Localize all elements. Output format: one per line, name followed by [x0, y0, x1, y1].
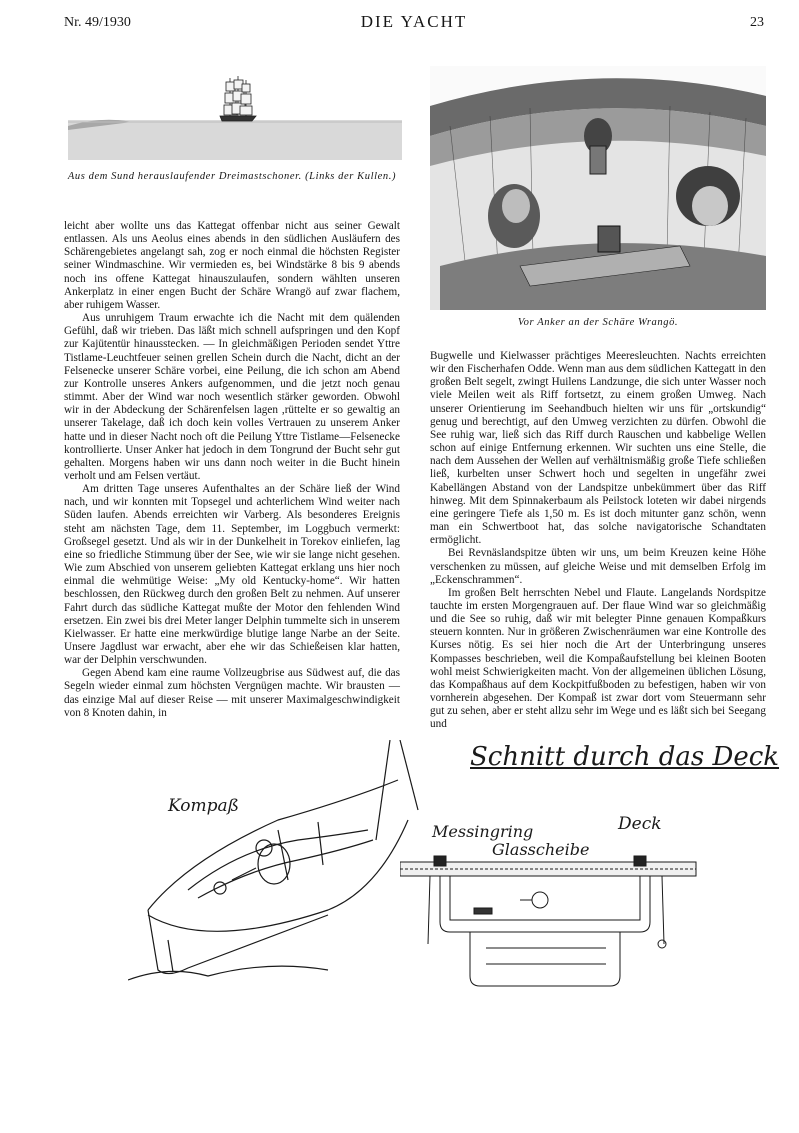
- label-deck: Deck: [618, 814, 662, 834]
- paragraph: leicht aber wollte uns das Kattegat offenbar nicht aus seiner Gewalt entlassen. Als uns Aeolus eines abends in den südlichen Ausläufern des Schärengebietes angelangt sah, zog er noch einmal die höchsten Register seiner Windmaschine. Wir vermieden es, bei Windstärke 8 bis 9 abends noch ins offene Kattegat hinauszulaufen, sondern wählten unseren Ankerplatz in einer engen Bucht der Schäre Wrangö auf zwar flachem, aber ruhigem Wasser.: [64, 220, 400, 311]
- page-number: 23: [750, 15, 764, 30]
- issue-number: Nr. 49/1930: [64, 15, 131, 30]
- journal-title: DIE YACHT: [360, 12, 468, 31]
- left-text-column: [64, 220, 400, 720]
- paragraph: Gegen Abend kam eine raume Vollzeugbrise aus Südwest auf, die das Segeln wieder einmal zum höchsten Vergnügen machte. Wir brausten — das einzige Mal auf dieser Reise — mit unserer Maximalgeschwindigkeit von 8 Knoten dahin, in: [64, 667, 400, 719]
- label-messingring: Messingring: [432, 822, 534, 841]
- paragraph: Bei Revnäslandspitze übten wir uns, um beim Kreuzen keine Höhe verschenken zu müssen, auf gleiche Weise und mit demselben Erfolg im „Eckenschrammen“.: [430, 547, 766, 586]
- label-glasscheibe: Glasscheibe: [492, 840, 590, 859]
- cabin-illustration: [430, 66, 766, 310]
- deck-section-drawing: [400, 852, 700, 992]
- page-header: [64, 12, 764, 34]
- section-title: Schnitt durch das Deck: [470, 742, 780, 772]
- paragraph: Aus unruhigem Traum erwachte ich die Nacht mit dem quälenden Gefühl, daß wir trieben. Das läßt mich schnell aufspringen und den Kopf zur Kajütentür hinausstecken. — In gleichmäßigen Perioden sendet Yttre Tistlame-Leuchtfeuer seinen grellen Schein durch die Nacht, dicht an der Felsenecke unserer Schäre vorbei, eine Peilung, die ich schon am Abend zur Kontrolle unseres Ankers aufgenommen, und die jetzt noch genau stimmt. Aber der Wind war noch wesentlich stärker geworden. Obwohl wir in der Abdeckung der Schärenfelsen lagen ,rüttelte er so gewaltig an unserer Takelage, daß ich doch kein volles Vertrauen zu unserem Anker hatte und in dieser Nacht noch oft die Peilung Yttre Tistlame—Felsenecke kontrollierte. Unser Anker hat jedoch in dem Tongrund der Bucht sehr gut gehalten. Morgens haben wir uns dann noch weiter in die Bucht hinein verholt und am Felsen vertäut.: [64, 312, 400, 482]
- paragraph: Bugwelle und Kielwasser prächtiges Meeresleuchten. Nachts erreichten wir den Fischerhafen Odde. Wenn man aus dem südlichen Kattegatt in den großen Belt segelt, zwingt Huilens Landzunge, die sich unter Wasser noch viele Meilen weit als Riff fortsetzt, zu einem großen Umweg. Nach unserer Orientierung im Seehandbuch hielten wir uns für „ortskundig“ genug und berechtigt, auf den Umweg verzichten zu dürfen. Obwohl die See ruhig war, ließ sich das Riff durch Rauschen und kabbelige Wellen schon auf einige Entfernung erkennen. Wir suchten uns eine Stelle, die nach dem Aussehen der Wellen auf verhältnismäßig große Tiefe schließen ließ, kurbelten unser Schwert hoch und segelten in ungefähr zwei Kabellängen Abstand von der Landspitze unbekümmert über das Riff hinweg. Mit dem Spinnakerbaum als Peilstock loteten wir dabei nirgends eine geringere Tiefe als 1,50 m. Es ist doch mitunter ganz schön, wenn man ein Schwertboot hat, das solche navigatorische Schandtaten ermöglicht.: [430, 350, 766, 547]
- schooner-caption: Aus dem Sund herauslaufender Dreimastschoner. (Links der Kullen.): [67, 171, 397, 182]
- boat-sketch: [128, 740, 428, 990]
- paragraph: Am dritten Tage unseres Aufenthaltes an der Schäre ließ der Wind nach, und wir konnten mit Topsegel und achterlichem Wind weiter nach Süden laufen. Abends erreichten wir Varberg. Als besonderes Ereignis steht am nächsten Tage, dem 11. September, im Loggbuch vermerkt: Großsegel gesetzt. Und als wir in der Dunkelheit in Torekov einliefen, lag eine so friedliche Stimmung über der See, wie wir sie lange nicht gesehen. Wie zum Abschied von unserem geliebten Kattegat erklang uns hier noch einmal die wehmütige Weise: „My old Kentucky-home“. Wir hatten beschlossen, den Rückweg durch den großen Belt zu nehmen. Auf unserer Fahrt durch das südliche Kattegat mußte der Motor den fehlenden Wind ersetzen. Ein zwei bis drei Meter langer Delphin tummelte sich in unserem Kielwasser. Er hatte eine merkwürdige blutige lange Narbe an der Seite. Unsere Jagdlust war erwacht, aber ehe wir das Schießeisen klar hatten, war der Delphin verschwunden.: [64, 483, 400, 667]
- paragraph: Im großen Belt herrschten Nebel und Flaute. Langelands Nordspitze tauchte im ersten Morgengrauen auf. Der flaue Wind war so gleichmäßig und die See so ruhig, daß wir mit belegter Pinne genauen Kompaßkurs steuern konnten. Nur in größeren Zwischenräumen war eine Kontrolle des Kurses nötig. Es sei hier noch die Art der Unterbringung unseres Kompasses beschrieben, weil die Kompaßaufstellung bei kleinen Booten wohl meist Schwierigkeiten macht. Von der allgemeinen üblichen Lösung, das Kompaßhaus auf dem Kockpitfußboden zu befestigen, haben wir von vornherein abgesehen. Der Kompaß ist zwar dort vom Steuermann sehr gut zu sehen, aber er steht allzu sehr im Wege und es läßt sich bei Seegang und: [430, 586, 766, 731]
- right-text-column: [430, 350, 766, 732]
- schooner-illustration: [62, 70, 402, 170]
- cabin-caption: Vor Anker an der Schäre Wrangö.: [517, 317, 679, 328]
- label-kompass: Kompaß: [168, 796, 239, 816]
